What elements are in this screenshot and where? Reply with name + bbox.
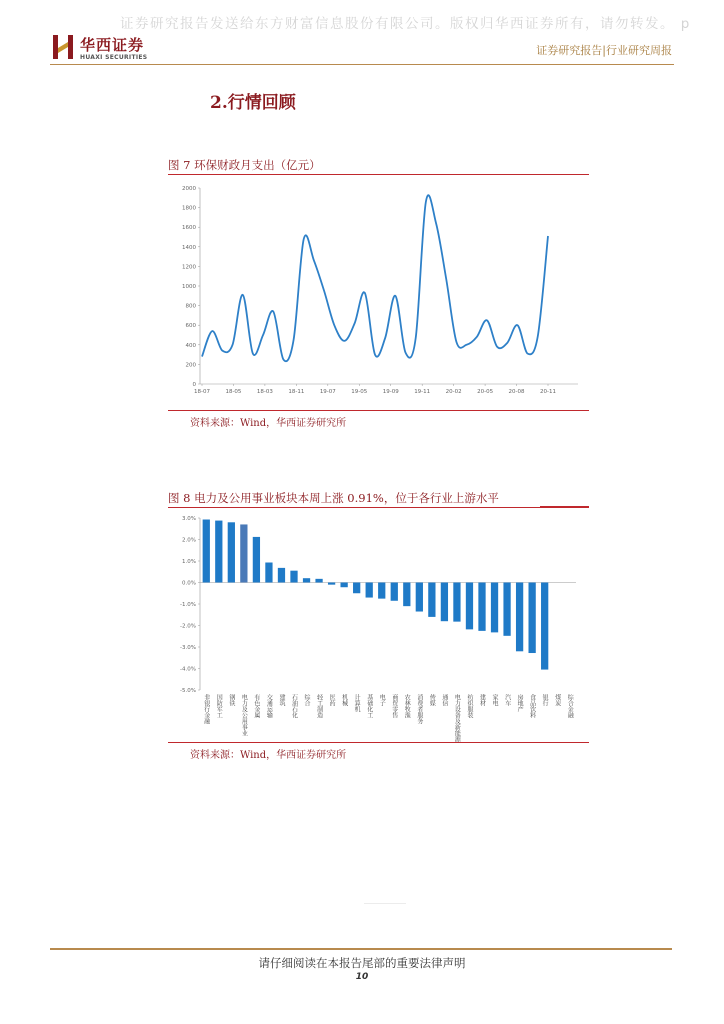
figure-8-top-rule — [168, 507, 589, 508]
category-label: 机械 — [340, 694, 348, 706]
y-tick-label: 1400 — [182, 244, 196, 251]
bar — [340, 583, 347, 588]
section-title: 2.行情回顾 — [210, 93, 296, 113]
y-tick-label: 800 — [185, 303, 196, 310]
figure-8-title: 图 8 电力及公用事业板块本周上涨 0.91%，位于各行业上游水平 — [168, 491, 499, 505]
bar — [503, 583, 510, 636]
category-label: 食品饮料 — [528, 694, 536, 718]
company-logo — [52, 34, 172, 64]
x-tick-label: 18-03 — [256, 389, 273, 395]
bar — [441, 583, 448, 622]
y-tick-label: 3.0% — [182, 516, 196, 522]
bar — [478, 583, 485, 631]
category-label: 国防军工 — [215, 694, 223, 718]
y-tick-label: -4.0% — [180, 666, 196, 673]
bar — [366, 583, 373, 598]
decorative-divider — [364, 903, 406, 904]
bar — [491, 583, 498, 633]
category-label: 汽车 — [503, 694, 511, 706]
figure-7-source: 资料来源：Wind，华西证券研究所 — [190, 418, 347, 429]
y-tick-label: 1600 — [182, 225, 196, 232]
y-tick-label: 0.0% — [182, 580, 196, 587]
footer-divider — [50, 948, 672, 950]
category-label: 综合金融 — [566, 694, 574, 718]
bar — [278, 568, 285, 583]
y-tick-label: 0 — [192, 382, 196, 388]
y-tick-label: 1000 — [182, 284, 196, 290]
y-tick-label: 1200 — [182, 264, 196, 271]
y-tick-label: 400 — [185, 342, 196, 349]
x-tick-label: 19-07 — [319, 389, 336, 395]
y-tick-label: 2.0% — [182, 537, 196, 544]
bar — [253, 537, 260, 583]
bar — [228, 522, 235, 582]
bar — [541, 583, 548, 670]
bar — [303, 578, 310, 582]
logo-english-name: HUAXI SECURITIES — [80, 54, 148, 61]
category-label: 计算机 — [353, 694, 361, 712]
x-tick-label: 19-09 — [382, 389, 399, 395]
bar — [391, 583, 398, 601]
category-label: 煤炭 — [553, 694, 561, 706]
category-label: 医药 — [328, 694, 336, 706]
watermark: 证券研究报告发送给东方财富信息股份有限公司。版权归华西证券所有，请勿转发。 p — [120, 16, 691, 32]
bar — [215, 521, 222, 583]
x-tick-label: 20-02 — [445, 389, 462, 395]
bar — [428, 583, 435, 617]
category-label: 轻工制造 — [315, 694, 323, 718]
logo-chinese-name: 华西证券 — [80, 36, 145, 54]
bar — [265, 563, 272, 583]
bar — [328, 583, 335, 585]
spending-series-line — [202, 195, 548, 361]
figure-7-bottom-rule — [168, 410, 589, 411]
y-tick-label: -1.0% — [180, 602, 196, 608]
bar — [240, 524, 247, 582]
category-label: 石油石化 — [290, 694, 298, 718]
bar — [528, 583, 535, 654]
figure-8-accent-rule — [540, 506, 589, 508]
y-tick-label: -2.0% — [180, 623, 196, 630]
category-label: 消费者服务 — [415, 694, 423, 724]
category-label: 钢铁 — [227, 694, 235, 706]
bar — [353, 583, 360, 594]
x-tick-label: 19-11 — [414, 389, 431, 395]
category-label: 传媒 — [428, 694, 436, 706]
report-type-label: 证券研究报告|行业研究周报 — [536, 44, 672, 57]
y-tick-label: 200 — [185, 362, 196, 369]
category-label: 非银行金融 — [202, 694, 210, 724]
sector-weekly-change-bar-chart — [168, 510, 589, 742]
category-label: 房地产 — [516, 694, 524, 712]
huaxi-logo-icon — [52, 34, 74, 60]
category-label: 银行 — [541, 694, 549, 706]
bar — [315, 579, 322, 583]
figure-7-top-rule — [168, 174, 589, 175]
figure-8-bottom-rule — [168, 742, 589, 743]
x-tick-label: 20-11 — [540, 389, 556, 395]
x-tick-label: 18-05 — [225, 389, 242, 395]
x-tick-label: 20-05 — [477, 389, 494, 395]
y-tick-label: 1.0% — [182, 559, 196, 565]
figure-8-source: 资料来源：Wind，华西证券研究所 — [190, 750, 347, 761]
bar — [466, 583, 473, 630]
x-tick-label: 18-07 — [194, 389, 210, 395]
x-tick-label: 20-08 — [508, 389, 525, 395]
category-label: 通信 — [440, 694, 448, 706]
y-tick-label: -5.0% — [180, 688, 196, 694]
header-divider — [50, 64, 674, 65]
category-label: 电子 — [378, 694, 386, 706]
category-label: 商贸零售 — [390, 694, 398, 718]
category-label: 交通运输 — [265, 694, 273, 718]
y-tick-label: -3.0% — [180, 645, 196, 651]
legal-notice: 请仔细阅读在本报告尾部的重要法律声明 — [258, 956, 466, 970]
figure-7-title: 图 7 环保财政月支出（亿元） — [168, 158, 321, 172]
bar — [516, 583, 523, 652]
bar — [416, 583, 423, 612]
bar — [203, 520, 210, 583]
bar — [403, 583, 410, 607]
y-tick-label: 2000 — [182, 186, 196, 192]
category-label: 基础化工 — [365, 694, 373, 718]
category-label: 电力设备及新能源 — [453, 694, 461, 742]
category-label: 综合 — [303, 694, 311, 706]
category-label: 电力及公用事业 — [240, 694, 248, 736]
category-label: 建筑 — [277, 694, 285, 706]
page-number: 10 — [355, 972, 369, 982]
x-tick-label: 18-11 — [288, 389, 305, 395]
category-label: 纺织服装 — [465, 694, 473, 718]
category-label: 家电 — [491, 694, 499, 706]
bar — [290, 571, 297, 583]
bar — [378, 583, 385, 599]
category-label: 农林牧渔 — [403, 694, 411, 718]
category-label: 建材 — [478, 694, 486, 706]
bar — [453, 583, 460, 622]
x-tick-label: 19-05 — [351, 389, 368, 395]
environmental-spending-line-chart — [168, 176, 589, 410]
y-tick-label: 600 — [185, 323, 196, 330]
y-tick-label: 1800 — [182, 205, 196, 212]
category-label: 有色金属 — [252, 694, 260, 718]
